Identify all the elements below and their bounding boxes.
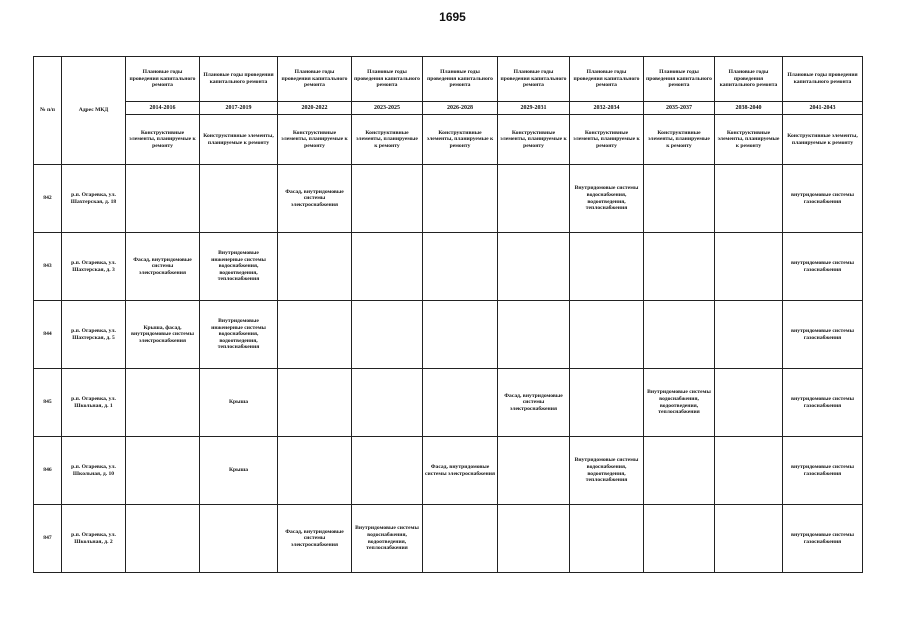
work-cell <box>498 301 570 369</box>
header-elements: Конструктивные элементы, планируемые к ремонту <box>715 115 783 165</box>
header-period: Плановые годы проведения капитального ремонта <box>278 57 352 102</box>
row-address: р.п. Огаревка, ул. Шахтерская, д. 5 <box>62 301 126 369</box>
work-cell <box>423 165 498 233</box>
work-cell <box>423 369 498 437</box>
header-row-years <box>34 102 863 115</box>
work-cell <box>715 233 783 301</box>
row-address: р.п. Огаревка, ул. Школьная, д. 2 <box>62 505 126 573</box>
header-elements: Конструктивные элементы, планируемые к ремонту <box>126 115 200 165</box>
work-cell <box>570 369 644 437</box>
work-cell <box>126 165 200 233</box>
work-cell: Крыша <box>200 437 278 505</box>
header-address: Адрес МКД <box>62 57 126 165</box>
header-period: Плановые годы проведения капитального ремонта <box>423 57 498 102</box>
header-year: 2038-2040 <box>715 102 783 115</box>
work-cell <box>570 301 644 369</box>
row-number: 843 <box>34 233 62 301</box>
work-cell <box>352 233 423 301</box>
header-elements: Конструктивные элементы, планируемые к ремонту <box>570 115 644 165</box>
header-year: 2023-2025 <box>352 102 423 115</box>
work-cell <box>644 233 715 301</box>
header-elements: Конструктивные элементы, планируемые к ремонту <box>200 115 278 165</box>
work-cell <box>278 301 352 369</box>
work-cell: Фасад, внутридомовые системы электроснабжения <box>278 505 352 573</box>
work-cell: Внутридомовые системы водоснабжения, водоотведения, теплоснабжения <box>644 369 715 437</box>
work-cell <box>715 437 783 505</box>
work-cell <box>126 437 200 505</box>
header-period: Плановые годы проведения капитального ремонта <box>644 57 715 102</box>
work-cell <box>570 233 644 301</box>
work-cell: Внутридомовые системы водоснабжения, водоотведения, теплоснабжения <box>352 505 423 573</box>
row-number: 842 <box>34 165 62 233</box>
work-cell: Внутридомовые системы водоснабжения, водоотведения, теплоснабжения <box>570 165 644 233</box>
work-cell: внутридомовые системы газоснабжения <box>783 301 863 369</box>
header-period: Плановые годы проведения капитального ремонта <box>783 57 863 102</box>
work-cell <box>644 505 715 573</box>
header-year: 2041-2043 <box>783 102 863 115</box>
header-year: 2029-2031 <box>498 102 570 115</box>
header-period: Плановые годы проведения капитального ремонта <box>715 57 783 102</box>
header-year: 2026-2028 <box>423 102 498 115</box>
header-num: № п/п <box>34 57 62 165</box>
row-address: р.п. Огаревка, ул. Шахтерская, д. 18 <box>62 165 126 233</box>
work-cell <box>644 437 715 505</box>
work-cell <box>498 437 570 505</box>
work-cell <box>715 369 783 437</box>
work-cell <box>644 165 715 233</box>
work-cell <box>352 301 423 369</box>
header-period: Плановые годы проведения капитального ремонта <box>126 57 200 102</box>
work-cell: Фасад, внутридомовые системы электроснабжения <box>498 369 570 437</box>
row-number: 845 <box>34 369 62 437</box>
table-row <box>34 233 863 301</box>
work-cell: Фасад, внутридомовые системы электроснабжения <box>423 437 498 505</box>
work-cell <box>423 505 498 573</box>
header-year: 2020-2022 <box>278 102 352 115</box>
work-cell <box>352 165 423 233</box>
work-cell <box>126 505 200 573</box>
row-address: р.п. Огаревка, ул. Школьная, д. 10 <box>62 437 126 505</box>
header-period: Плановые годы проведения капитального ремонта <box>570 57 644 102</box>
header-period: Плановые годы проведения капитального ремонта <box>352 57 423 102</box>
table-row <box>34 505 863 573</box>
work-cell <box>278 369 352 437</box>
work-cell: Фасад, внутридомовые системы электроснабжения <box>278 165 352 233</box>
header-elements: Конструктивные элементы, планируемые к ремонту <box>783 115 863 165</box>
work-cell: Фасад, внутридомовые системы электроснабжения <box>126 233 200 301</box>
work-cell: внутридомовые системы газоснабжения <box>783 233 863 301</box>
work-cell <box>200 165 278 233</box>
work-cell <box>498 505 570 573</box>
work-cell <box>278 437 352 505</box>
header-period: Плановые годы проведения капитального ремонта <box>498 57 570 102</box>
row-address: р.п. Огаревка, ул. Школьная, д. 1 <box>62 369 126 437</box>
work-cell: внутридомовые системы газоснабжения <box>783 369 863 437</box>
header-year: 2035-2037 <box>644 102 715 115</box>
work-cell: внутридомовые системы газоснабжения <box>783 437 863 505</box>
work-cell <box>715 505 783 573</box>
capital-repair-table <box>33 56 863 573</box>
work-cell <box>570 505 644 573</box>
work-cell <box>498 165 570 233</box>
work-cell <box>498 233 570 301</box>
work-cell: Внутридомовые инженерные системы водоснабжения, водоотведения, теплоснабжения <box>200 233 278 301</box>
work-cell <box>423 301 498 369</box>
header-year: 2014-2016 <box>126 102 200 115</box>
work-cell <box>423 233 498 301</box>
header-elements: Конструктивные элементы, планируемые к ремонту <box>644 115 715 165</box>
header-row-periods <box>34 57 863 102</box>
work-cell: Внутридомовые инженерные системы водоснабжения, водоотведения, теплоснабжения <box>200 301 278 369</box>
work-cell: внутридомовые системы газоснабжения <box>783 165 863 233</box>
table-row <box>34 165 863 233</box>
work-cell <box>278 233 352 301</box>
work-cell: внутридомовые системы газоснабжения <box>783 505 863 573</box>
work-cell <box>644 301 715 369</box>
work-cell <box>715 301 783 369</box>
header-elements: Конструктивные элементы, планируемые к ремонту <box>423 115 498 165</box>
table-row <box>34 301 863 369</box>
header-elements: Конструктивные элементы, планируемые к ремонту <box>498 115 570 165</box>
header-row-elements <box>34 115 863 165</box>
row-number: 846 <box>34 437 62 505</box>
row-number: 847 <box>34 505 62 573</box>
header-elements: Конструктивные элементы, планируемые к ремонту <box>352 115 423 165</box>
table-row <box>34 437 863 505</box>
work-cell <box>352 369 423 437</box>
header-year: 2017-2019 <box>200 102 278 115</box>
header-period: Плановые годы проведения капитального ремонта <box>200 57 278 102</box>
page-number: 1695 <box>439 10 466 24</box>
work-cell: Крыша <box>200 369 278 437</box>
table-row <box>34 369 863 437</box>
row-number: 844 <box>34 301 62 369</box>
work-cell <box>126 369 200 437</box>
work-cell <box>715 165 783 233</box>
work-cell <box>352 437 423 505</box>
header-elements: Конструктивные элементы, планируемые к ремонту <box>278 115 352 165</box>
row-address: р.п. Огаревка, ул. Шахтерская, д. 3 <box>62 233 126 301</box>
work-cell: Крыша, фасад, внутридомовые системы электроснабжения <box>126 301 200 369</box>
work-cell <box>200 505 278 573</box>
header-year: 2032-2034 <box>570 102 644 115</box>
work-cell: Внутридомовые системы водоснабжения, водоотведения, теплоснабжения <box>570 437 644 505</box>
